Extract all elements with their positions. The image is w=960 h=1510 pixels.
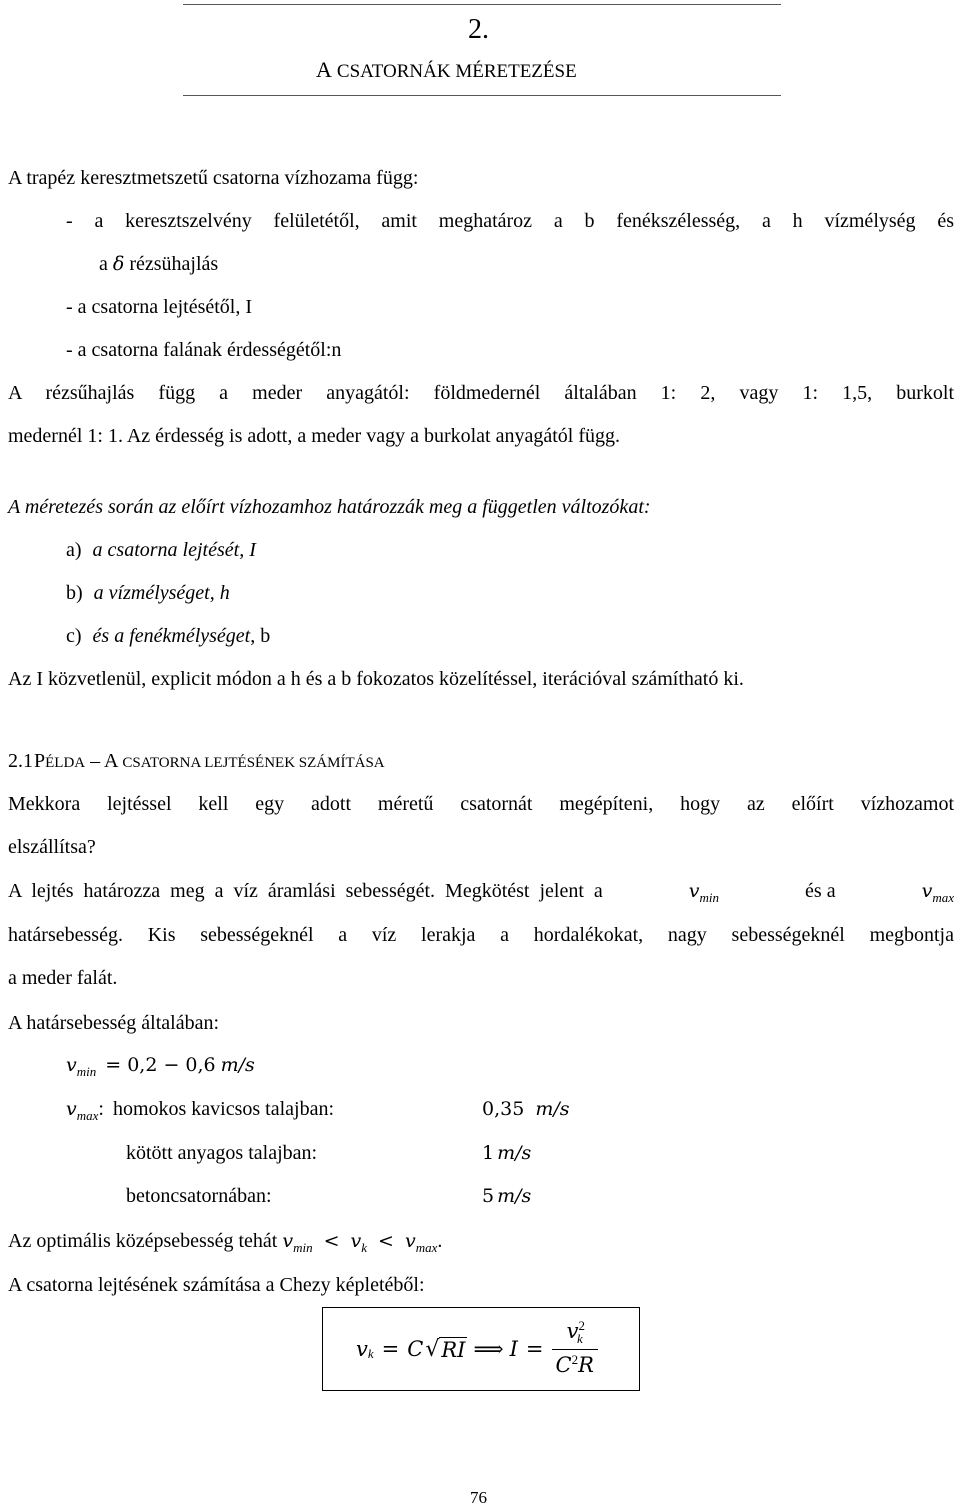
question-line-2: elszállítsa? [8, 836, 96, 858]
bullet-1-rest: rézsühajlás [129, 253, 219, 275]
vmax-row-2: kötött anyagos talajban: [126, 1142, 318, 1164]
formula-fraction: $\frac{v^2_k}{C^2R}$ [552, 1316, 598, 1383]
example-elda: ÉLDA [45, 755, 86, 771]
delta-symbol: δ [112, 253, 125, 275]
vmin-formula: $v_{min} = 0,2 - 0,6$ m/s [66, 1054, 255, 1079]
item-marker: b) [66, 582, 83, 604]
chapter-number: 2. [468, 14, 489, 45]
intro-lead: A trapéz keresztmetszetű csatorna vízhozama függ: [8, 167, 419, 189]
velocity-para-line-2: határsebesség. Kis sebességeknél a víz lerakja a hordalékokat, nagy sebességeknél megbontja [8, 924, 954, 946]
example-heading [8, 750, 385, 773]
vmin-symbol: $v_{min}$ [688, 880, 720, 905]
sizing-conclusion: Az I közvetlenül, explicit módon a h és a b fokozatos közelítéssel, iterációval számítható ki. [8, 668, 744, 690]
bullet-1-a: a [99, 253, 108, 275]
limit-lead: A határsebesség általában: [8, 1012, 220, 1034]
chapter-title [316, 57, 577, 83]
item-marker: a) [66, 539, 82, 561]
vmax-row-3: betoncsatornában: [126, 1185, 272, 1207]
chapter-title-rest: CSATORNÁK MÉRETEZÉSE [336, 61, 577, 82]
vmax-row-2-value: 1 m/s [482, 1142, 532, 1164]
slope-paragraph-line-2: medernél 1: 1. Az érdesség is adott, a meder vagy a burkolat anyagától függ. [8, 425, 621, 447]
bullet-1-line-2 [99, 253, 218, 276]
velocity-text: A lejtés határozza meg a víz áramlási sebességét. Megkötést jelent a [8, 880, 603, 902]
sizing-item-b [66, 582, 230, 605]
question-line-1: Mekkora lejtéssel kell egy adott méretű csatornát megépíteni, hogy az előírt vízhozamot [8, 793, 954, 815]
chapter-title-first: A [316, 57, 332, 82]
vmax-symbol: $v_{max}$ [921, 880, 954, 905]
item-marker: c) [66, 625, 82, 647]
row-label: homokos kavicsos talajban: [112, 1098, 335, 1120]
vmax-row-3-value: 5 m/s [482, 1185, 532, 1207]
item-suffix: , b [250, 625, 271, 647]
example-number: 2.1 [8, 750, 33, 772]
example-title-first: A [104, 750, 118, 772]
bullet-2: - a csatorna lejtésétől, I [66, 296, 253, 318]
item-text: a vízmélységet, h [93, 582, 230, 604]
and-text: és a [805, 880, 836, 902]
title-rule [183, 95, 781, 96]
vmax-row-1: $v_{max}$: homokos kavicsos talajban: [66, 1098, 335, 1123]
chezy-formula: v k = C √ RI ⟹ I = $\frac{v^2_k}{C^2R}$ [356, 1314, 598, 1384]
sizing-item-a [66, 539, 256, 562]
slope-paragraph-line-1: A rézsűhajlás függ a meder anyagától: földmedernél általában 1: 2, vagy 1: 1,5, burkolt [8, 382, 954, 404]
optimal-velocity: Az optimális középsebesség tehát $v_{min} < v_k < v_{max}$. [8, 1230, 443, 1255]
sizing-item-c [66, 625, 270, 648]
velocity-para-line-1 [8, 880, 954, 903]
velocity-para-line-3: a meder falát. [8, 967, 118, 989]
example-p: P [34, 750, 46, 772]
page-number: 76 [470, 1488, 487, 1507]
item-text: és a fenékmélységet [92, 625, 251, 647]
bullet-3: - a csatorna falának érdességétől:n [66, 339, 342, 361]
item-text: a csatorna lejtését, I [92, 539, 256, 561]
example-title-rest: CSATORNA LEJTÉSÉNEK SZÁMÍTÁSA [122, 755, 385, 771]
example-dash: – [90, 750, 101, 772]
chezy-lead: A csatorna lejtésének számítása a Chezy képletéből: [8, 1274, 425, 1296]
top-rule [183, 4, 781, 5]
bullet-1-line-1: - a keresztszelvény felületétől, amit meghatároz a b fenékszélesség, a h vízmélység és [66, 210, 954, 232]
sizing-lead: A méretezés során az előírt vízhozamhoz határozzák meg a független változókat: [8, 496, 651, 518]
vmax-row-1-value: 0,35 m/s [482, 1098, 570, 1120]
